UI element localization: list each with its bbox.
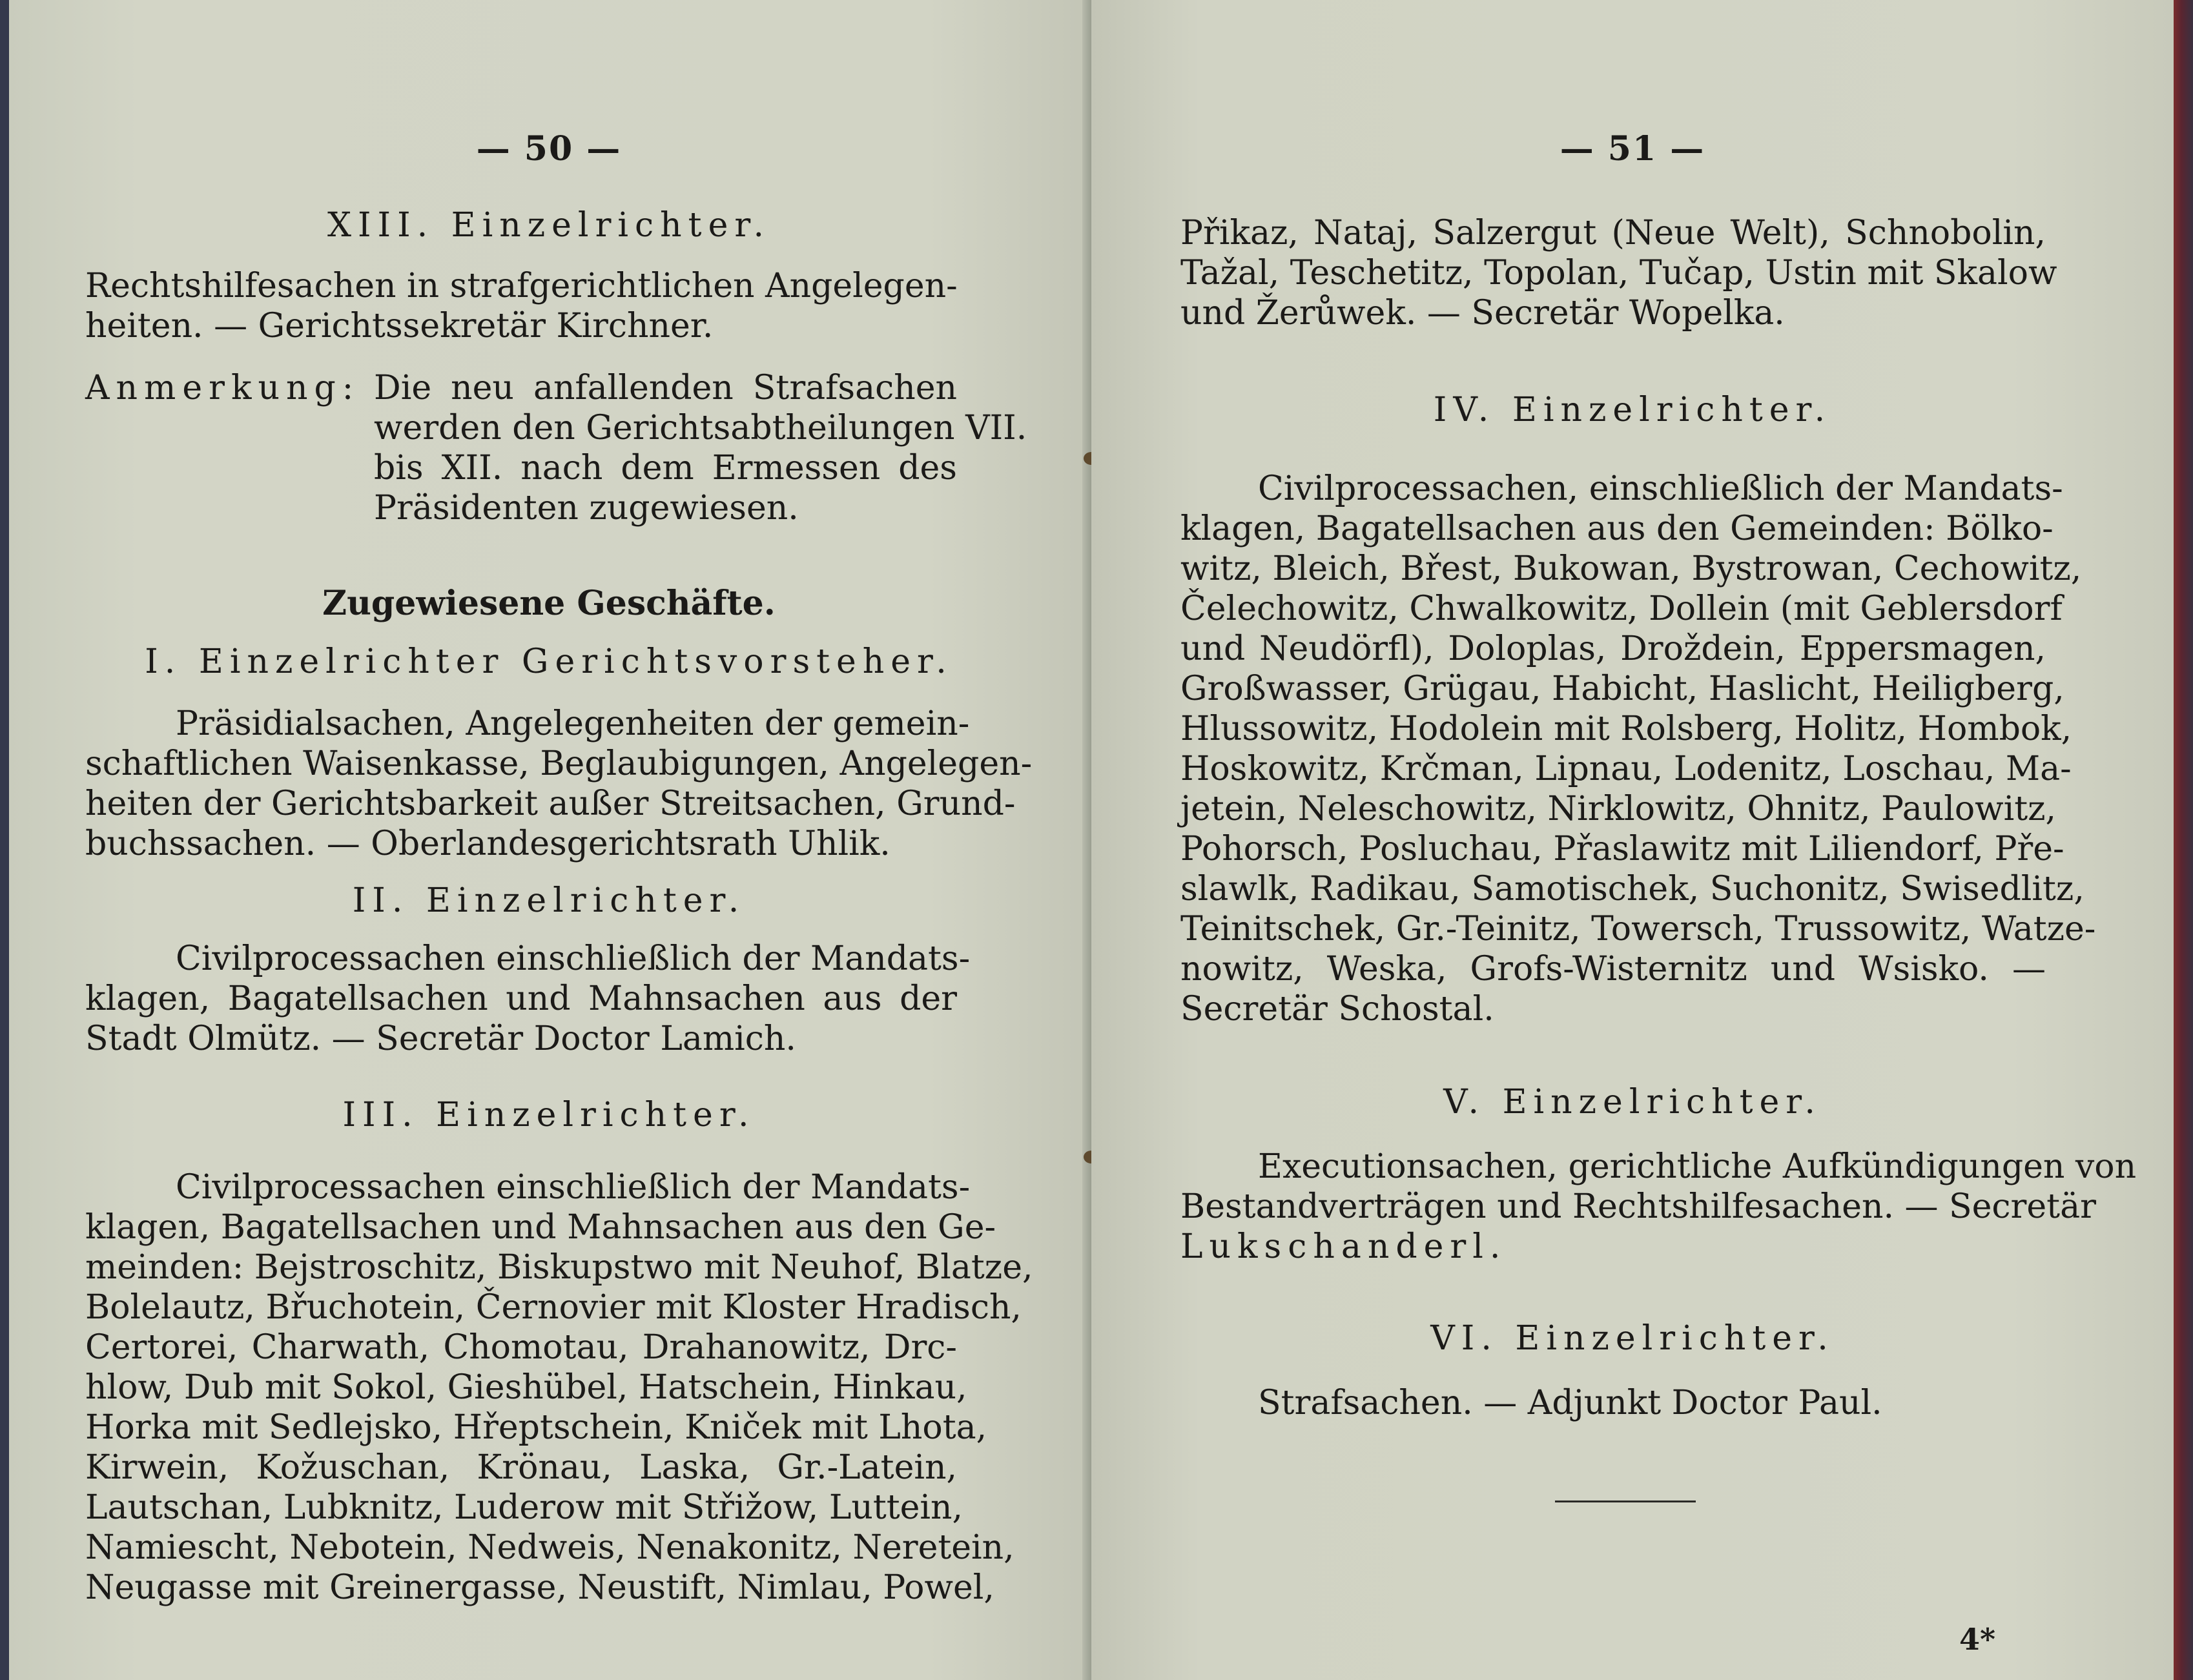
section-title-i: I. Einzelrichter Gerichtsvorsteher.	[145, 642, 953, 681]
text-line: heiten der Gerichtsbarkeit außer Streitsachen, Grund-	[85, 784, 1016, 823]
note-line: werden den Gerichtsabtheilungen VII.	[374, 409, 1027, 447]
text-line: Civilprocessachen einschließlich der Mandats-	[176, 1168, 971, 1207]
text-line: witz, Bleich, Břest, Bukowan, Bystrowan, Cechowitz,	[1180, 549, 2082, 588]
text-line: klagen, Bagatellsachen aus den Gemeinden: Bölko-	[1180, 509, 2054, 548]
note-line: Die neu anfallenden Strafsachen	[374, 369, 957, 407]
text-line: Lautschan, Lubknitz, Luderow mit Střižow, Luttein,	[85, 1488, 963, 1527]
note-line: bis XII. nach dem Ermessen des	[374, 449, 957, 487]
text-line: Čelechowitz, Chwalkowitz, Dollein (mit Geblersdorf	[1180, 589, 2063, 628]
section-title-v: V. Einzelrichter.	[1443, 1083, 1822, 1122]
page-number-right: — 51 —	[1560, 129, 1705, 169]
text-line: Namiescht, Nebotein, Nedweis, Nenakonitz, Neretein,	[85, 1528, 1014, 1567]
text-line: klagen, Bagatellsachen und Mahnsachen aus der	[85, 979, 957, 1018]
text-line: und Neudörfl), Doloplas, Droždein, Eppersmagen,	[1180, 630, 2046, 668]
left-page	[9, 0, 1089, 1680]
text-line: Horka mit Sedlejsko, Hřeptschein, Kniček mit Lhota,	[85, 1408, 987, 1447]
text-line: Pohorsch, Posluchau, Přaslawitz mit Liliendorf, Pře-	[1180, 830, 2064, 868]
text-line: Neugasse mit Greinergasse, Neustift, Nimlau, Powel,	[85, 1568, 994, 1607]
text-line: meinden: Bejstroschitz, Biskupstwo mit Neuhof, Blatze,	[85, 1248, 1033, 1287]
text-line: slawlk, Radikau, Samotischek, Suchonitz, Swisedlitz,	[1180, 870, 2085, 908]
section-title-iv: IV. Einzelrichter.	[1433, 391, 1832, 429]
text-line: Großwasser, Grügau, Habicht, Haslicht, Heiligberg,	[1180, 670, 2064, 708]
assigned-heading: Zugewiesene Geschäfte.	[322, 584, 776, 623]
right-page	[1091, 0, 2174, 1680]
section-title-vi: VI. Einzelrichter.	[1430, 1319, 1835, 1358]
text-line: Lukschanderl.	[1180, 1227, 1507, 1266]
text-line: Civilprocessachen einschließlich der Mandats-	[176, 939, 971, 978]
section-title-xiii: XIII. Einzelrichter.	[327, 206, 771, 245]
book-cover-edge	[2174, 0, 2193, 1680]
text-line: Certorei, Charwath, Chomotau, Drahanowitz, Drc-	[85, 1328, 957, 1367]
text-line: Tažal, Teschetitz, Topolan, Tučap, Ustin mit Skalow	[1180, 254, 2057, 292]
section-title-iii: III. Einzelrichter.	[342, 1096, 756, 1134]
signature-mark: 4*	[1959, 1622, 1996, 1657]
text-line: Hlussowitz, Hodolein mit Rolsberg, Holitz, Hombok,	[1180, 710, 2072, 748]
text-line: Bolelautz, Břuchotein, Černovier mit Kloster Hradisch,	[85, 1288, 1022, 1327]
text-line: Rechtshilfesachen in strafgerichtlichen Angelegen-	[85, 267, 958, 305]
text-line: Präsidialsachen, Angelegenheiten der gemein-	[176, 704, 970, 743]
section-title-ii: II. Einzelrichter.	[352, 881, 746, 920]
text-line: Civilprocessachen, einschließlich der Mandats-	[1258, 469, 2063, 508]
text-line: heiten. — Gerichtssekretär Kirchner.	[85, 307, 714, 345]
text-line: hlow, Dub mit Sokol, Gieshübel, Hatschein, Hinkau,	[85, 1368, 967, 1407]
text-line: buchssachen. — Oberlandesgerichtsrath Uhlik.	[85, 825, 891, 863]
end-rule	[1555, 1501, 1696, 1502]
text-line: Strafsachen. — Adjunkt Doctor Paul.	[1258, 1384, 1882, 1422]
text-line: Kirwein, Kožuschan, Krönau, Laska, Gr.-Latein,	[85, 1448, 957, 1487]
text-line: schaftlichen Waisenkasse, Beglaubigungen, Angelegen-	[85, 744, 1033, 783]
text-line: klagen, Bagatellsachen und Mahnsachen aus den Ge-	[85, 1208, 996, 1247]
text-line: Executionsachen, gerichtliche Aufkündigungen von	[1258, 1147, 2137, 1186]
text-line: Bestandverträgen und Rechtshilfesachen. — Secretär	[1180, 1187, 2096, 1226]
text-line: Secretär Schostal.	[1180, 990, 1494, 1029]
text-line: jetein, Neleschowitz, Nirklowitz, Ohnitz, Paulowitz,	[1180, 790, 2057, 828]
text-line: Teinitschek, Gr.-Teinitz, Towersch, Trussowitz, Watze-	[1180, 910, 2096, 948]
page-number-left: — 50 —	[476, 129, 622, 169]
note-line: Präsidenten zugewiesen.	[374, 489, 799, 528]
text-line: nowitz, Weska, Grofs-Wisternitz und Wsisko. —	[1180, 950, 2046, 989]
text-line: Hoskowitz, Krčman, Lipnau, Lodenitz, Loschau, Ma-	[1180, 750, 2072, 788]
text-line: und Žerůwek. — Secretär Wopelka.	[1180, 294, 1785, 333]
text-line: Přikaz, Nataj, Salzergut (Neue Welt), Schnobolin,	[1180, 214, 2046, 252]
text-line: Stadt Olmütz. — Secretär Doctor Lamich.	[85, 1019, 796, 1058]
note-label: Anmerkung:	[85, 369, 360, 407]
